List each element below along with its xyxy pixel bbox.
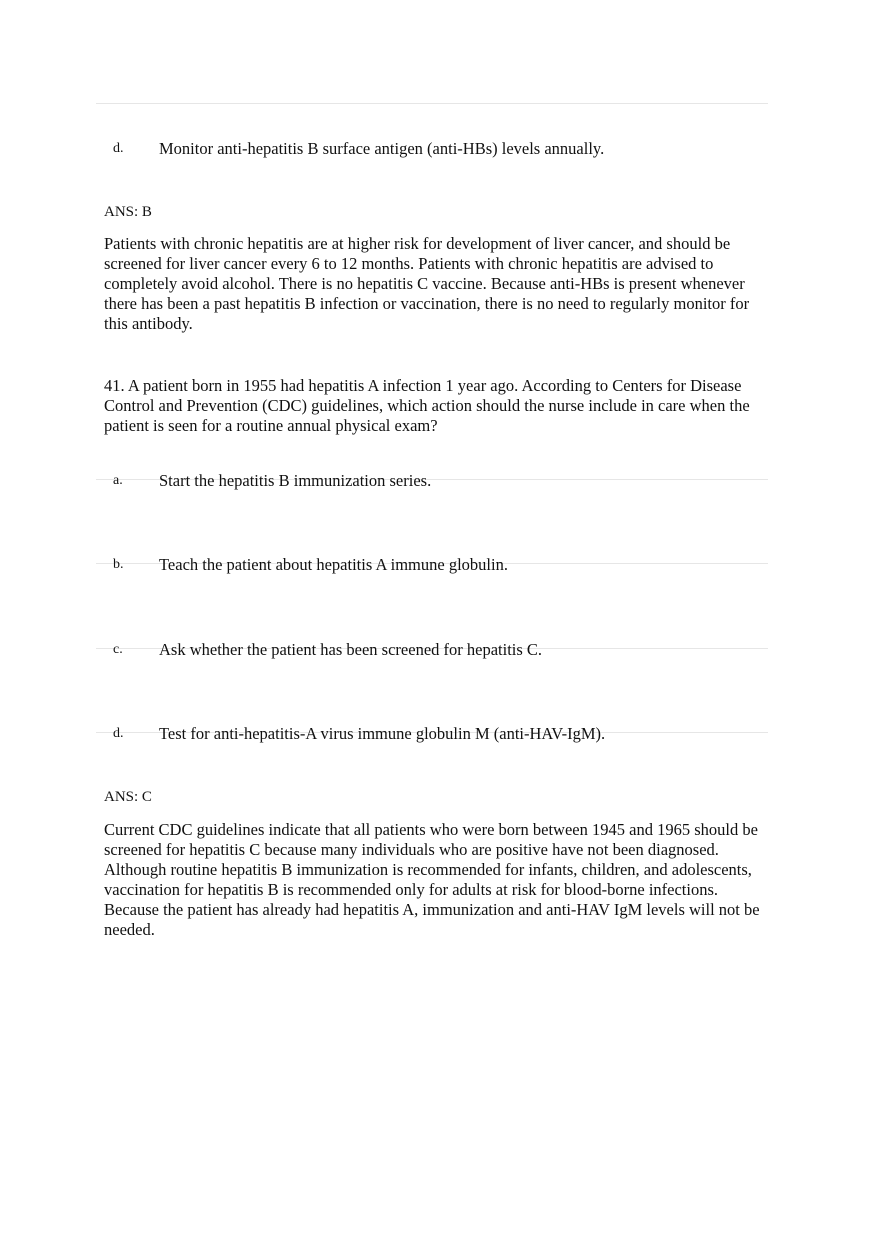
option-b — [0, 554, 880, 576]
option-text: Start the hepatitis B immunization series. — [159, 471, 432, 490]
rationale: Current CDC guidelines indicate that all patients who were born between 1945 and 1965 should be screened for hepatitis C because many individuals who are positive have not been diagnosed. Although routine hepatitis B immunization is recommended for infants, children, and adolescents, vaccination for hepatitis B is recommended only for adults at risk for blood-borne infections. Because the patient has already had hepatitis A, immunization and anti-HAV IgM levels will not be needed. — [104, 820, 760, 939]
prev-rationale: Patients with chronic hepatitis are at higher risk for development of liver cancer, and should be screened for liver cancer every 6 to 12 months. Patients with chronic hepatitis are advised to completely avoid alcohol. There is no hepatitis C vaccine. Because anti-HBs is present whenever there has been a past hepatitis B infection or vaccination, there is no need to regularly monitor for this antibody. — [104, 234, 750, 333]
option-text: Teach the patient about hepatitis A immune globulin. — [159, 555, 508, 574]
option-text: Monitor anti-hepatitis B surface antigen (anti-HBs) levels annually. — [159, 139, 605, 158]
option-a — [0, 470, 880, 492]
option-letter: a. — [113, 473, 123, 488]
prev-option-d — [0, 138, 880, 160]
prev-answer: ANS: B — [104, 204, 152, 220]
option-text: Ask whether the patient has been screened for hepatitis C. — [159, 640, 543, 659]
option-letter: d. — [113, 726, 124, 741]
option-letter: d. — [113, 141, 124, 156]
option-letter: c. — [113, 642, 123, 657]
top-divider — [96, 103, 768, 104]
option-letter: b. — [113, 557, 124, 572]
answer: ANS: C — [104, 789, 152, 805]
option-d — [0, 723, 880, 745]
question-stem: 41. A patient born in 1955 had hepatitis A infection 1 year ago. According to Centers for Disease Control and Prevention (CDC) guidelines, which action should the nurse include in care when the patient is seen for a routine annual physical exam? — [104, 376, 750, 435]
option-c — [0, 639, 880, 661]
option-text: Test for anti-hepatitis-A virus immune globulin M (anti-HAV-IgM). — [159, 724, 606, 743]
